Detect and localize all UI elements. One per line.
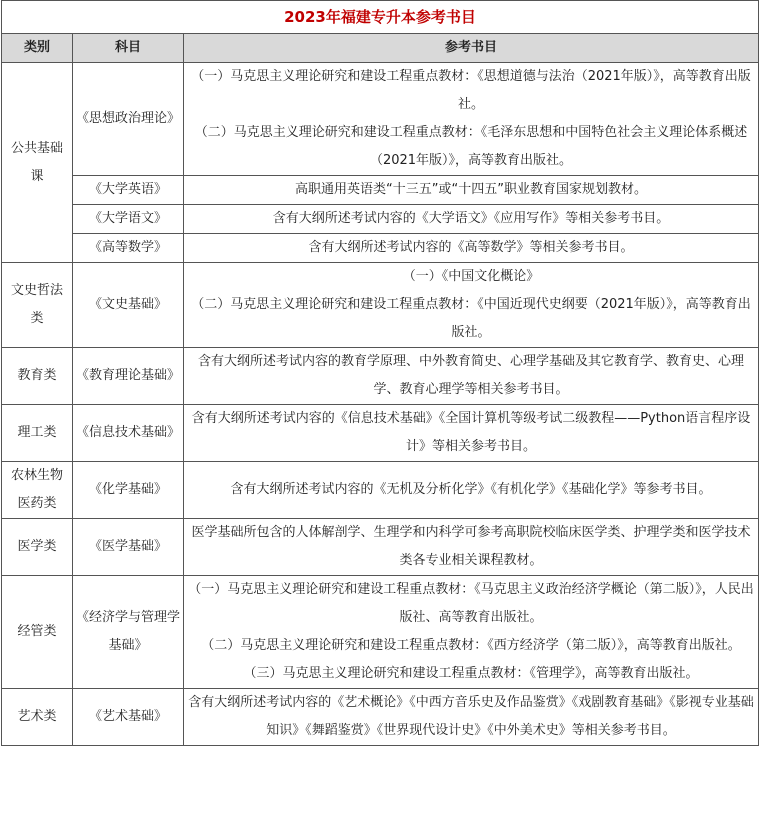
references-cell bbox=[184, 462, 759, 519]
category-cell: 艺术类 bbox=[2, 689, 73, 746]
references-cell bbox=[184, 519, 759, 576]
references-cell bbox=[184, 348, 759, 405]
reference-line: 含有大纲所述考试内容的《信息技术基础》《全国计算机等级考试二级教程——Python语言程序设计》等相关参考书目。 bbox=[191, 411, 751, 454]
references-cell bbox=[184, 263, 759, 348]
subject-cell: 《大学英语》 bbox=[73, 176, 184, 205]
title-row bbox=[2, 1, 759, 34]
header-row bbox=[2, 34, 759, 63]
subject-cell: 《经济学与管理学基础》 bbox=[73, 576, 184, 689]
table-row bbox=[2, 176, 759, 205]
references-cell bbox=[184, 63, 759, 176]
reference-line: 含有大纲所述考试内容的《高等数学》等相关参考书目。 bbox=[308, 240, 634, 255]
subject-cell: 《思想政治理论》 bbox=[73, 63, 184, 176]
subject-cell: 《化学基础》 bbox=[73, 462, 184, 519]
table-row bbox=[2, 63, 759, 176]
reference-line: 医学基础所包含的人体解剖学、生理学和内科学可参考高职院校临床医学类、护理学类和医学技术类各专业相关课程教材。 bbox=[191, 525, 751, 568]
subject-cell: 《医学基础》 bbox=[73, 519, 184, 576]
references-cell bbox=[184, 576, 759, 689]
reference-line: （二）马克思主义理论研究和建设工程重点教材：《毛泽东思想和中国特色社会主义理论体系概述（2021年版）》，高等教育出版社。 bbox=[194, 125, 748, 168]
header-category: 类别 bbox=[2, 34, 73, 63]
reference-line: 含有大纲所述考试内容的《艺术概论》《中西方音乐史及作品鉴赏》《戏剧教育基础》《影视专业基础知识》《舞蹈鉴赏》《世界现代设计史》《中外美术史》等相关参考书目。 bbox=[188, 695, 754, 738]
category-cell: 公共基础课 bbox=[2, 63, 73, 263]
subject-cell: 《文史基础》 bbox=[73, 263, 184, 348]
reference-line: （二）马克思主义理论研究和建设工程重点教材：《中国近现代史纲要（2021年版）》，高等教育出版社。 bbox=[191, 297, 751, 340]
subject-cell: 《大学语文》 bbox=[73, 205, 184, 234]
subject-cell: 《教育理论基础》 bbox=[73, 348, 184, 405]
references-cell bbox=[184, 176, 759, 205]
references-cell bbox=[184, 405, 759, 462]
category-cell: 文史哲法类 bbox=[2, 263, 73, 348]
table-title: 2023年福建专升本参考书目 bbox=[2, 1, 759, 34]
reference-line: （三）马克思主义理论研究和建设工程重点教材：《管理学》，高等教育出版社。 bbox=[243, 666, 699, 681]
subject-cell: 《高等数学》 bbox=[73, 234, 184, 263]
reference-line: （一）马克思主义理论研究和建设工程重点教材：《思想道德与法治（2021年版）》，高等教育出版社。 bbox=[191, 69, 751, 112]
subject-cell: 《艺术基础》 bbox=[73, 689, 184, 746]
table-row bbox=[2, 576, 759, 689]
category-cell: 经管类 bbox=[2, 576, 73, 689]
reference-line: （二）马克思主义理论研究和建设工程重点教材：《西方经济学（第二版）》，高等教育出版社。 bbox=[201, 638, 741, 653]
subject-cell: 《信息技术基础》 bbox=[73, 405, 184, 462]
category-cell: 医学类 bbox=[2, 519, 73, 576]
header-references: 参考书目 bbox=[184, 34, 759, 63]
reference-line: 含有大纲所述考试内容的教育学原理、中外教育简史、心理学基础及其它教育学、教育史、心理学、教育心理学等相关参考书目。 bbox=[197, 354, 744, 397]
table-row bbox=[2, 348, 759, 405]
reference-line: 高职通用英语类“十三五”或“十四五”职业教育国家规划教材。 bbox=[295, 182, 647, 197]
reference-line: 含有大纲所述考试内容的《无机及分析化学》《有机化学》《基础化学》等参考书目。 bbox=[230, 482, 712, 497]
category-cell: 理工类 bbox=[2, 405, 73, 462]
references-cell bbox=[184, 205, 759, 234]
category-cell: 农林生物医药类 bbox=[2, 462, 73, 519]
table-row bbox=[2, 205, 759, 234]
table-row bbox=[2, 689, 759, 746]
references-cell bbox=[184, 234, 759, 263]
category-cell: 教育类 bbox=[2, 348, 73, 405]
header-subject: 科目 bbox=[73, 34, 184, 63]
reference-table bbox=[1, 0, 759, 746]
reference-line: （一）马克思主义理论研究和建设工程重点教材：《马克思主义政治经济学概论（第二版）》，人民出版社、高等教育出版社。 bbox=[188, 582, 754, 625]
table-row bbox=[2, 263, 759, 348]
table-row bbox=[2, 519, 759, 576]
table-row bbox=[2, 234, 759, 263]
reference-line: 含有大纲所述考试内容的《大学语文》《应用写作》等相关参考书目。 bbox=[272, 211, 670, 226]
table-row bbox=[2, 405, 759, 462]
references-cell bbox=[184, 689, 759, 746]
reference-line: （一）《中国文化概论》 bbox=[402, 269, 540, 284]
table-row bbox=[2, 462, 759, 519]
